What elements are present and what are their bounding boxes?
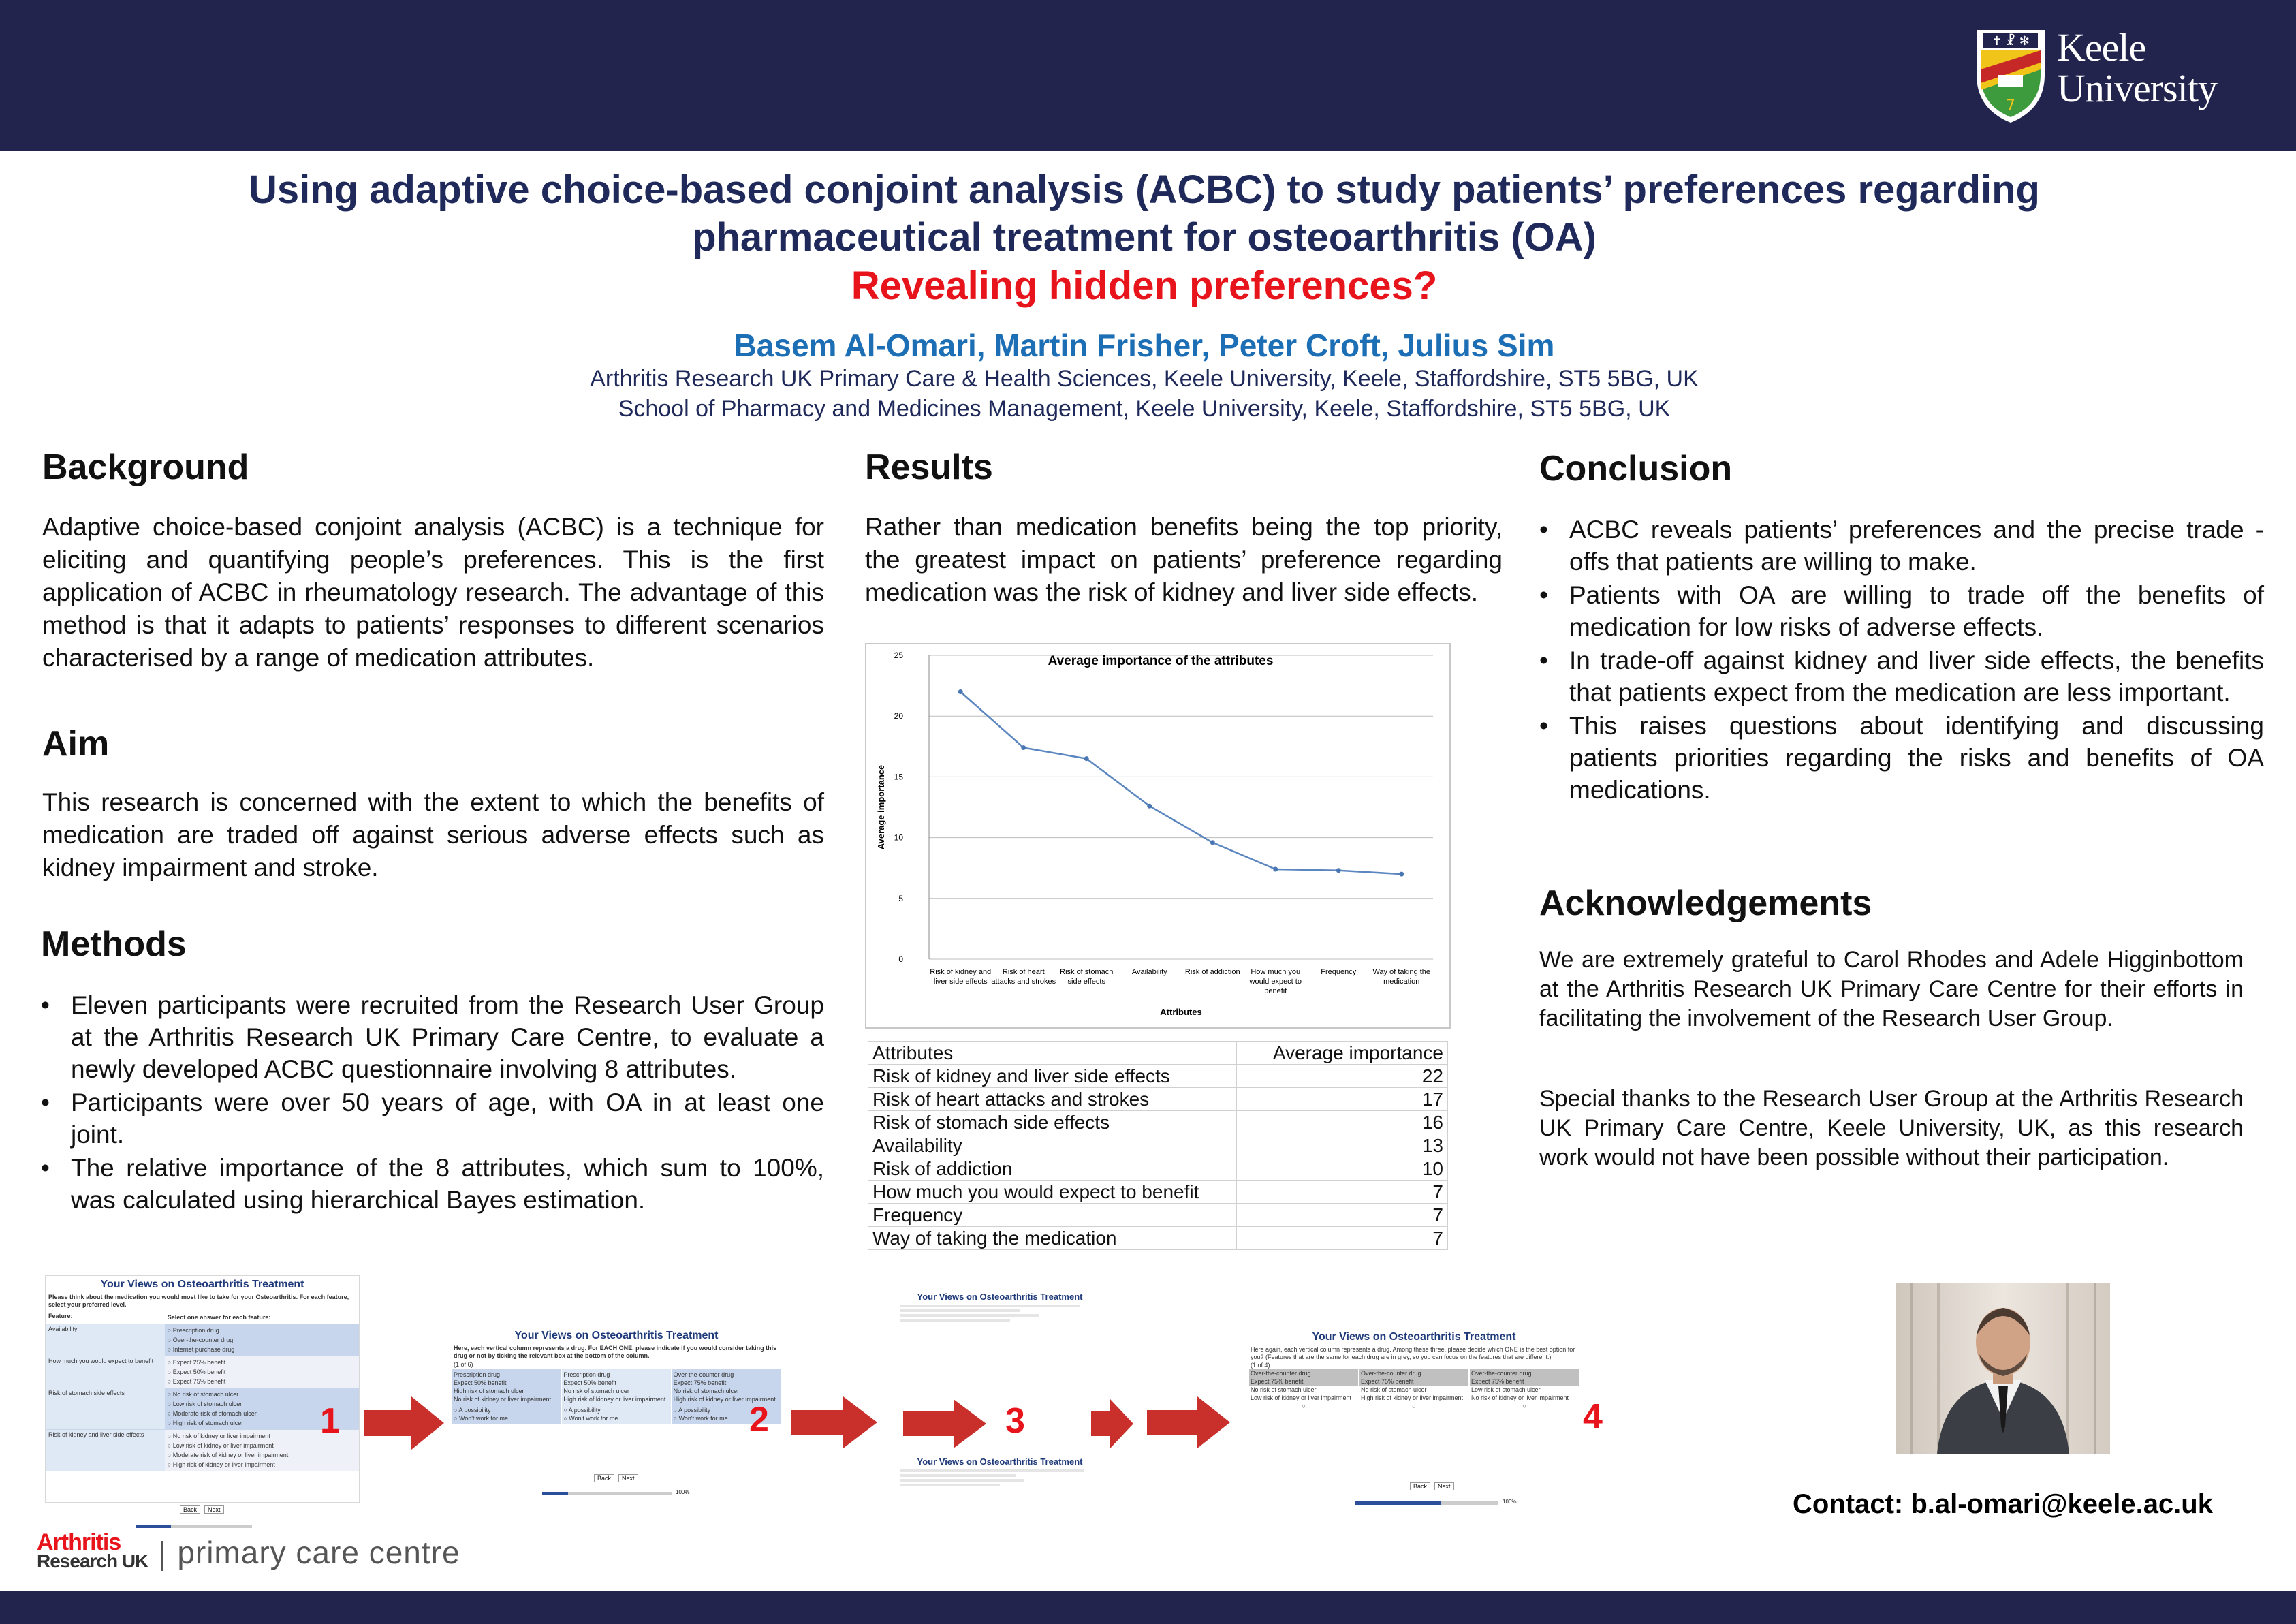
drug-attr: No risk of stomach ulcer	[563, 1388, 629, 1394]
radio-icon[interactable]: ○	[1522, 1403, 1526, 1409]
screen-option[interactable]: ○ A possibility	[454, 1407, 491, 1414]
importance-chart	[865, 643, 1451, 1029]
aim-heading: Aim	[42, 724, 110, 764]
screen-columns	[1249, 1369, 1579, 1410]
screen-options	[165, 1324, 359, 1356]
screen-1-nav	[180, 1505, 224, 1514]
table-cell-value: 16	[1237, 1111, 1448, 1134]
drug-attr: Over-the-counter drug	[1470, 1369, 1579, 1377]
screen-title: Your Views on Osteoarthritis Treatment	[100, 1279, 304, 1290]
table-cell-value: 17	[1237, 1088, 1448, 1111]
screen-option-label: Prescription drug	[172, 1327, 219, 1334]
screen-options	[165, 1356, 359, 1388]
header-bar	[0, 0, 2296, 151]
progress-label: 100%	[1503, 1499, 1517, 1505]
methods-heading: Methods	[41, 924, 187, 964]
y-tick-label: 5	[898, 893, 903, 903]
drug-attr: Low risk of stomach ulcer	[1471, 1386, 1541, 1393]
contact-email[interactable]: Contact: b.al-omari@keele.ac.uk	[1793, 1489, 2213, 1519]
x-tick-label: How much you	[1251, 968, 1301, 976]
screen-2-nav	[594, 1474, 638, 1482]
progress-fill	[1355, 1501, 1441, 1505]
drug-column	[562, 1369, 670, 1424]
screen-option[interactable]: ○ Moderate risk of kidney or liver impairment	[167, 1452, 289, 1458]
x-tick-label: Availability	[1131, 968, 1167, 976]
screen-row	[46, 1356, 359, 1388]
progress-bar	[136, 1525, 252, 1528]
drug-attr: Expect 75% benefit	[1249, 1377, 1358, 1386]
footer-divider	[161, 1541, 163, 1571]
importance-table-wrap	[868, 1041, 1448, 1250]
x-axis-label: Attributes	[1160, 1007, 1202, 1017]
arrow-right-icon	[1147, 1395, 1231, 1450]
screen-option-label: No risk of stomach ulcer	[172, 1391, 239, 1398]
screen-option-label: A possibility	[678, 1407, 711, 1414]
screen-row	[46, 1388, 359, 1429]
poster-title	[82, 166, 2207, 262]
drug-attr: No risk of kidney or liver impairment	[1471, 1394, 1569, 1401]
conclusion-list	[1539, 514, 2264, 807]
screen-title: Your Views on Osteoarthritis Treatment	[917, 1456, 1083, 1467]
screen-option[interactable]: ○ High risk of kidney or liver impairment	[167, 1461, 275, 1468]
screen-4-nav	[1410, 1482, 1454, 1490]
screen-feature: Risk of kidney and liver side effects	[46, 1430, 165, 1471]
conclusion-heading: Conclusion	[1539, 449, 1733, 488]
drug-attr: Expect 50% benefit	[563, 1379, 616, 1386]
table-cell-attribute: Risk of addiction	[868, 1157, 1237, 1181]
data-point	[1084, 756, 1089, 761]
y-tick-label: 20	[894, 711, 903, 721]
drug-attr: Prescription drug	[454, 1371, 501, 1378]
table-cell-value: 7	[1237, 1181, 1448, 1204]
x-tick-label: attacks and strokes	[991, 978, 1056, 986]
screen-option-label: A possibility	[568, 1407, 601, 1414]
screen-option[interactable]: ○ No risk of kidney or liver impairment	[167, 1433, 270, 1439]
screen-intro: Here again, each vertical column represents a drug. Among these three, please decide which ONE is the best option for you? (Features that are the same for each drug are in grey, so you can focus on the features that are different.)	[1251, 1346, 1575, 1360]
table-row	[868, 1227, 1448, 1250]
aim-text: This research is concerned with the extent to which the benefits of medication are traded off against serious adverse effects such as kidney impairment and stroke.	[42, 788, 824, 881]
x-tick-label: benefit	[1264, 987, 1287, 995]
table-cell-value: 13	[1237, 1134, 1448, 1157]
screen-placeholder-text	[898, 1305, 1102, 1322]
table-row	[868, 1181, 1448, 1204]
x-tick-label: would expect to	[1249, 978, 1302, 986]
table-row	[868, 1204, 1448, 1227]
questionnaire-screen-3b	[898, 1454, 1102, 1548]
table-row	[868, 1134, 1448, 1157]
progress-bar	[1355, 1501, 1498, 1505]
screen-option[interactable]: ○ Over-the-counter drug	[167, 1337, 234, 1343]
screen-option[interactable]: ○ Moderate risk of stomach ulcer	[167, 1410, 257, 1417]
x-tick-label: Risk of kidney and	[930, 968, 992, 976]
screen-option[interactable]: ○ Won't work for me	[673, 1415, 728, 1422]
arrow-right-icon	[364, 1394, 445, 1452]
table-cell-value: 7	[1237, 1227, 1448, 1250]
questionnaire-screen-1	[45, 1275, 360, 1503]
drug-attr: No risk of kidney or liver impairment	[454, 1396, 552, 1403]
affiliations	[82, 364, 2207, 424]
progress-fill	[136, 1525, 171, 1528]
screen-feature: Risk of stomach side effects	[46, 1388, 165, 1429]
screen-header-row	[46, 1311, 359, 1324]
data-point	[958, 689, 963, 694]
screen-col-feature: Feature:	[46, 1311, 165, 1324]
back-button[interactable]: Back	[180, 1505, 200, 1514]
importance-line-chart	[866, 644, 1449, 1027]
x-tick-label: liver side effects	[933, 978, 988, 986]
step-number: 2	[749, 1400, 769, 1439]
screen-option-label: No risk of kidney or liver impairment	[172, 1433, 270, 1439]
data-point	[1273, 866, 1278, 871]
footer-centre: primary care centre	[177, 1535, 460, 1570]
screen-option[interactable]: ○ High risk of stomach ulcer	[167, 1420, 244, 1426]
university-name	[2057, 27, 2217, 109]
series-line	[960, 692, 1402, 875]
screen-option[interactable]: ○ Internet purchase drug	[167, 1346, 235, 1353]
conclusion-bullet: • ACBC reveals patients’ preferences and the precise trade -offs that patients are willing to make.	[1539, 514, 2264, 578]
x-tick-label: Way of taking the	[1372, 968, 1431, 976]
drug-attr: High risk of kidney or liver impairment	[673, 1396, 776, 1403]
screen-option[interactable]: ○ A possibility	[563, 1407, 601, 1414]
screen-option[interactable]: ○ Expect 25% benefit	[167, 1359, 226, 1366]
table-cell-value: 22	[1237, 1065, 1448, 1088]
drug-attr: No risk of stomach ulcer	[1361, 1386, 1427, 1393]
screen-option-label: Won't work for me	[458, 1415, 509, 1422]
author-photo	[1896, 1283, 2110, 1454]
screen-option-label: Moderate risk of kidney or liver impairment	[172, 1452, 289, 1458]
next-button[interactable]: Next	[1434, 1482, 1454, 1490]
screen-option-label: Over-the-counter drug	[172, 1337, 234, 1343]
y-tick-label: 15	[894, 772, 903, 782]
screen-placeholder-text	[898, 1469, 1102, 1486]
screen-option[interactable]: ○ No risk of stomach ulcer	[167, 1391, 239, 1398]
data-point	[1021, 745, 1026, 750]
screen-count: (1 of 4)	[1251, 1362, 1270, 1369]
methods-bullet: • Participants were over 50 years of age, with OA in at least one joint.	[41, 1087, 824, 1151]
progress-fill	[542, 1492, 568, 1495]
screen-intro: Here, each vertical column represents a drug. For EACH ONE, please indicate if you would consider taking this drug or not by ticking the relevant box at the bottom of the column.	[454, 1345, 777, 1359]
screen-title: Your Views on Osteoarthritis Treatment	[1312, 1331, 1516, 1343]
y-tick-label: 25	[894, 651, 903, 660]
footer-org2: Research UK	[37, 1550, 148, 1572]
acknowledgements-text-2: Special thanks to the Research User Group at the Arthritis Research UK Primary Care Centre, Keele University, UK, as this research work would not have been possible without their participation.	[1539, 1086, 2244, 1170]
drug-attr: Expect 75% benefit	[1359, 1377, 1468, 1386]
back-button[interactable]: Back	[1410, 1482, 1430, 1490]
affiliation-2: School of Pharmacy and Medicines Management, Keele University, Keele, Staffordshire, ST5 5BG, UK	[618, 396, 1671, 422]
screen-option-label: Expect 50% benefit	[172, 1369, 226, 1375]
screen-row	[46, 1324, 359, 1356]
data-point	[1147, 804, 1152, 809]
screen-option[interactable]: ○ Prescription drug	[167, 1327, 219, 1334]
screen-columns	[452, 1369, 781, 1424]
x-tick-label: side effects	[1067, 978, 1105, 986]
questionnaire-screen-4	[1249, 1328, 1579, 1458]
svg-text:7: 7	[2006, 97, 2015, 114]
screen-title: Your Views on Osteoarthritis Treatment	[917, 1292, 1083, 1302]
screen-option-label: A possibility	[458, 1407, 491, 1414]
arrow-right-icon	[903, 1398, 988, 1450]
screen-option[interactable]: ○ Won't work for me	[563, 1415, 618, 1422]
screen-option-label: Moderate risk of stomach ulcer	[172, 1410, 257, 1417]
screen-option-label: Expect 25% benefit	[172, 1359, 226, 1366]
next-button[interactable]: Next	[204, 1505, 224, 1514]
x-tick-label: Frequency	[1321, 968, 1357, 976]
keele-crest-icon	[1974, 27, 2047, 124]
footer-org: Arthritis	[37, 1529, 121, 1555]
data-point	[1336, 868, 1341, 873]
screen-col-answer: Select one answer for each feature:	[165, 1311, 359, 1324]
screen-option-label: Won't work for me	[678, 1415, 728, 1422]
affiliation-1: Arthritis Research UK Primary Care & Health Sciences, Keele University, Keele, Staffordshire, ST5 5BG, UK	[590, 366, 1699, 392]
background-heading: Background	[42, 448, 249, 487]
poster-subtitle: Revealing hidden preferences?	[851, 264, 1438, 308]
conclusion-bullet: • This raises questions about identifying and discussing patients priorities regarding the risks and benefits of OA medications.	[1539, 710, 2264, 806]
table-cell-value: 10	[1237, 1157, 1448, 1181]
university-name-line1: Keele	[2057, 25, 2146, 69]
table-cell-attribute: Risk of kidney and liver side effects	[868, 1065, 1237, 1088]
drug-attr: High risk of kidney or liver impairment	[1361, 1394, 1464, 1401]
progress-label: 100%	[676, 1489, 690, 1495]
table-row	[868, 1088, 1448, 1111]
screen-feature: How much you would expect to benefit	[46, 1356, 165, 1388]
next-button[interactable]: Next	[618, 1474, 638, 1482]
drug-attr: No risk of stomach ulcer	[673, 1388, 740, 1394]
table-row	[868, 1111, 1448, 1134]
questionnaire-screen-2	[452, 1327, 781, 1463]
screen-feature: Availability	[46, 1324, 165, 1356]
x-tick-label: Risk of stomach	[1060, 968, 1114, 976]
radio-icon[interactable]: ○	[1302, 1403, 1306, 1409]
screen-option-label: High risk of stomach ulcer	[172, 1420, 244, 1426]
results-text: Rather than medication benefits being the top priority, the greatest impact on patients’ preference regarding medication was the risk of kidney and liver side effects.	[865, 513, 1503, 606]
screen-option-label: Won't work for me	[569, 1415, 618, 1422]
drug-attr: Low risk of kidney or liver impairment	[1251, 1394, 1352, 1401]
methods-bullet: • Eleven participants were recruited from the Research User Group at the Arthritis Research UK Primary Care Centre, to evaluate a newly developed ACBC questionnaire involving 8 attributes.	[41, 989, 824, 1085]
screen-option-label: Internet purchase drug	[172, 1346, 235, 1353]
methods-list	[41, 989, 824, 1217]
poster-title-line1: Using adaptive choice-based conjoint analysis (ACBC) to study patients’ preferences regarding	[249, 168, 2040, 212]
screen-option-label: Low risk of kidney or liver impairment	[172, 1442, 274, 1449]
screen-intro: Please think about the medication you would most like to take for your Osteoarthritis. For each feature, select your preferred level.	[48, 1294, 349, 1308]
drug-attr: High risk of stomach ulcer	[454, 1388, 524, 1394]
screen-option-label: Low risk of stomach ulcer	[172, 1401, 242, 1407]
acknowledgements-heading: Acknowledgements	[1539, 884, 1872, 923]
authors: Basem Al-Omari, Martin Frisher, Peter Croft, Julius Sim	[734, 328, 1555, 363]
x-tick-label: Risk of heart	[1002, 968, 1045, 976]
table-cell-attribute: Risk of heart attacks and strokes	[868, 1088, 1237, 1111]
screen-count: (1 of 6)	[454, 1361, 473, 1368]
screen-row	[46, 1429, 359, 1471]
table-cell-value: 7	[1237, 1204, 1448, 1227]
y-axis-label: Average importance	[876, 764, 886, 850]
back-button[interactable]: Back	[594, 1474, 614, 1482]
drug-attr: Over-the-counter drug	[673, 1371, 734, 1378]
arrow-right-icon	[1091, 1398, 1135, 1450]
methods-bullet: • The relative importance of the 8 attributes, which sum to 100%, was calculated using hierarchical Bayes estimation.	[41, 1152, 824, 1216]
y-tick-label: 0	[898, 954, 903, 964]
importance-table	[868, 1041, 1448, 1250]
screen-option[interactable]: ○ Won't work for me	[454, 1415, 509, 1422]
footer-bar	[0, 1591, 2296, 1624]
table-row	[868, 1065, 1448, 1088]
drug-attr: Over-the-counter drug	[1249, 1369, 1358, 1377]
author-photo-image	[1896, 1283, 2110, 1454]
arrow-right-icon	[791, 1395, 879, 1450]
drug-attr: No risk of stomach ulcer	[1251, 1386, 1317, 1393]
x-tick-label: medication	[1383, 978, 1420, 986]
step-number: 1	[320, 1401, 340, 1441]
drug-attr: Over-the-counter drug	[1359, 1369, 1468, 1377]
poster-title-line2: pharmaceutical treatment for osteoarthritis (OA)	[692, 215, 1597, 260]
table-header-importance: Average importance	[1237, 1042, 1448, 1065]
drug-attr: Prescription drug	[563, 1371, 610, 1378]
drug-attr: Expect 75% benefit	[673, 1379, 727, 1386]
drug-column	[452, 1369, 561, 1424]
drug-attr: Expect 50% benefit	[454, 1379, 507, 1386]
table-row	[868, 1157, 1448, 1181]
results-heading: Results	[865, 448, 993, 487]
screen-option[interactable]: ○ Low risk of kidney or liver impairment	[167, 1442, 274, 1449]
x-tick-label: Risk of addiction	[1184, 968, 1240, 976]
conclusion-bullet: • In trade-off against kidney and liver side effects, the benefits that patients expect from the medication are less important.	[1539, 644, 2264, 708]
arthritis-research-logo	[37, 1529, 460, 1572]
drug-attr: High risk of kidney or liver impairment	[563, 1396, 666, 1403]
background-text: Adaptive choice-based conjoint analysis (ACBC) is a technique for eliciting and quantifying people’s preferences. This is the first application of ACBC in rheumatology research. The advantage of this method is that it adapts to patients’ responses to different scenarios characterised by a range of medication attributes.	[42, 513, 824, 672]
data-point	[1210, 840, 1215, 845]
questionnaire-screen-3a	[898, 1289, 1102, 1383]
table-header-attribute: Attributes	[868, 1042, 1237, 1065]
screen-title: Your Views on Osteoarthritis Treatment	[514, 1330, 719, 1341]
conclusion-bullet: • Patients with OA are willing to trade off the benefits of medication for low risks of adverse effects.	[1539, 579, 2264, 643]
screen-option[interactable]: ○ A possibility	[673, 1407, 711, 1414]
drug-column	[1359, 1369, 1468, 1410]
table-cell-attribute: Availability	[868, 1134, 1237, 1157]
university-name-line2: University	[2057, 66, 2217, 110]
data-point	[1399, 872, 1404, 877]
screen-option-label: Expect 75% benefit	[172, 1378, 226, 1385]
step-number: 4	[1583, 1397, 1603, 1437]
step-number: 3	[1005, 1401, 1025, 1441]
drug-column	[1470, 1369, 1579, 1410]
progress-bar	[542, 1492, 672, 1495]
chart-title: Average importance of the attributes	[1048, 654, 1274, 668]
table-cell-attribute: Way of taking the medication	[868, 1227, 1237, 1250]
table-header-row	[868, 1042, 1448, 1065]
screen-option-label: High risk of kidney or liver impairment	[172, 1461, 275, 1468]
acknowledgements-text-1: We are extremely grateful to Carol Rhodes and Adele Higginbottom at the Arthritis Research UK Primary Care Centre for their efforts in facilitating the involvement of the Research User Group.	[1539, 947, 2244, 1031]
table-cell-attribute: Risk of stomach side effects	[868, 1111, 1237, 1134]
screen-option[interactable]: ○ Low risk of stomach ulcer	[167, 1401, 242, 1407]
drug-attr: Expect 75% benefit	[1470, 1377, 1579, 1386]
table-cell-attribute: Frequency	[868, 1204, 1237, 1227]
y-tick-label: 10	[894, 832, 903, 843]
radio-icon[interactable]: ○	[1412, 1403, 1416, 1409]
screen-option[interactable]: ○ Expect 75% benefit	[167, 1378, 226, 1385]
drug-column	[1249, 1369, 1358, 1410]
svg-text:✝ ☧ ✻: ✝ ☧ ✻	[1992, 34, 2030, 48]
screen-option[interactable]: ○ Expect 50% benefit	[167, 1369, 226, 1375]
table-cell-attribute: How much you would expect to benefit	[868, 1181, 1237, 1204]
